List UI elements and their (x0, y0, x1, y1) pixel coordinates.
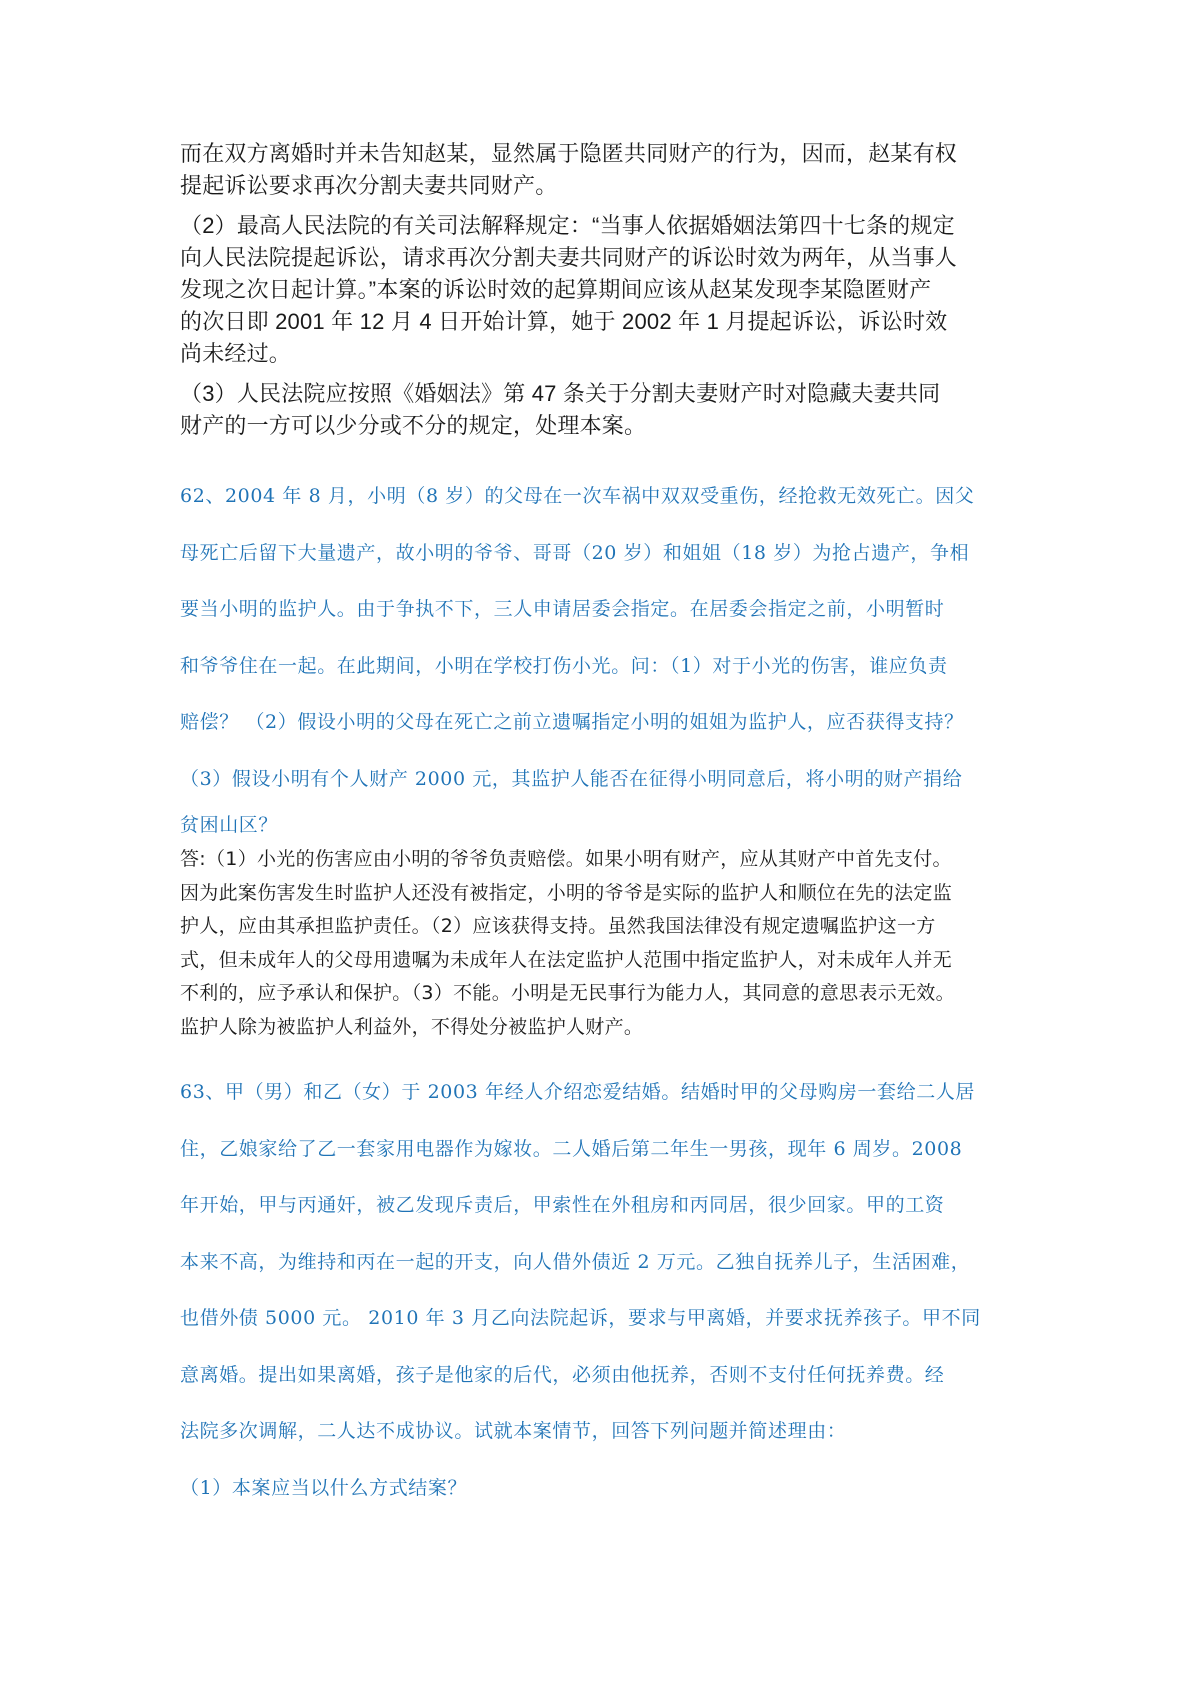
text-line: 向人民法院提起诉讼，请求再次分割夫妻共同财产的诉讼时效为两年，从当事人 (180, 245, 958, 270)
text-line: 答:（1）小光的伤害应由小明的爷爷负责赔偿。如果小明有财产，应从其财产中首先支付。 (180, 848, 952, 870)
prev-answer-paragraph-1 (180, 138, 1020, 202)
text-line: 63、甲（男）和乙（女）于 2003 年经人介绍恋爱结婚。结婚时甲的父母购房一套给二人居 (180, 1081, 976, 1103)
answer-62 (180, 843, 1020, 1044)
text-line: 和爷爷住在一起。在此期间，小明在学校打伤小光。问：（1）对于小光的伤害，谁应负责 (180, 654, 948, 677)
spacer (180, 1044, 1020, 1064)
text-line: （3）人民法院应按照《婚姻法》第 47 条关于分割夫妻财产时对隐藏夫妻共同 (180, 381, 941, 406)
text-line: 发现之次日起计算。”本案的诉讼时效的起算期间应该从赵某发现李某隐匿财产 (180, 277, 932, 302)
text-line: 监护人除为被监护人利益外，不得处分被监护人财产。 (180, 1015, 644, 1038)
text-line: 提起诉讼要求再次分割夫妻共同财产。 (180, 173, 558, 198)
text-line: 贫困山区？ (180, 814, 279, 836)
text-line: （2）最高人民法院的有关司法解释规定：“当事人依据婚姻法第四十七条的规定 (180, 213, 955, 238)
text-line: 而在双方离婚时并未告知赵某，显然属于隐匿共同财产的行为，因而，赵某有权 (180, 141, 958, 166)
text-line: 62、2004 年 8 月，小明（8 岁）的父母在一次车祸中双双受重伤，经抢救无效死亡。因父 (180, 485, 975, 507)
prev-answer-paragraph-2 (180, 210, 1020, 370)
text-line: 也借外债 5000 元。 2010 年 3 月乙向法院起诉，要求与甲离婚，并要求抚养孩子。甲不同 (180, 1307, 981, 1329)
text-line: 意离婚。提出如果离婚，孩子是他家的后代，必须由他抚养，否则不支付任何抚养费。经 (180, 1363, 945, 1386)
prev-answer-paragraph-3 (180, 378, 1020, 442)
question-62 (180, 468, 1020, 843)
text-line: 本来不高，为维持和丙在一起的开支，向人借外债近 2 万元。乙独自抚养儿子，生活困难， (180, 1250, 971, 1273)
spacer (180, 450, 1020, 468)
question-63 (180, 1064, 1020, 1516)
text-line: 要当小明的监护人。由于争执不下，三人申请居委会指定。在居委会指定之前，小明暂时 (180, 598, 945, 620)
document-page (180, 138, 1020, 1516)
text-line: （3）假设小明有个人财产 2000 元，其监护人能否在征得小明同意后，将小明的财产捐给 (180, 767, 963, 790)
text-line: 住，乙娘家给了乙一套家用电器作为嫁妆。二人婚后第二年生一男孩，现年 6 周岁。2008 (180, 1137, 963, 1160)
text-line: 护人，应由其承担监护责任。（2）应该获得支持。虽然我国法律没有规定遗嘱监护这一方 (180, 915, 936, 937)
text-line: 财产的一方可以少分或不分的规定，处理本案。 (180, 413, 647, 438)
text-line: 式，但未成年人的父母用遗嘱为未成年人在法定监护人范围中指定监护人，对未成年人并无 (180, 948, 953, 971)
text-line: 年开始，甲与丙通奸，被乙发现斥责后，甲索性在外租房和丙同居，很少回家。甲的工资 (180, 1194, 945, 1216)
text-line: 尚未经过。 (180, 341, 292, 366)
text-line: 不利的，应予承认和保护。（3）不能。小明是无民事行为能力人，其同意的意思表示无效。 (180, 982, 955, 1004)
text-line: 的次日即 2001 年 12 月 4 日开始计算，她于 2002 年 1 月提起诉讼，诉讼时效 (180, 309, 948, 334)
text-line: 因为此案伤害发生时监护人还没有被指定，小明的爷爷是实际的监护人和顺位在先的法定监 (180, 881, 953, 904)
text-line: （1）本案应当以什么方式结案？ (180, 1476, 468, 1499)
text-line: 法院多次调解，二人达不成协议。试就本案情节，回答下列问题并简述理由： (180, 1420, 847, 1442)
text-line: 母死亡后留下大量遗产，故小明的爷爷、哥哥（20 岁）和姐姐（18 岁）为抢占遗产，争相 (180, 541, 970, 564)
text-line: 赔偿？ （2）假设小明的父母在死亡之前立遗嘱指定小明的姐姐为监护人，应否获得支持？ (180, 711, 964, 733)
